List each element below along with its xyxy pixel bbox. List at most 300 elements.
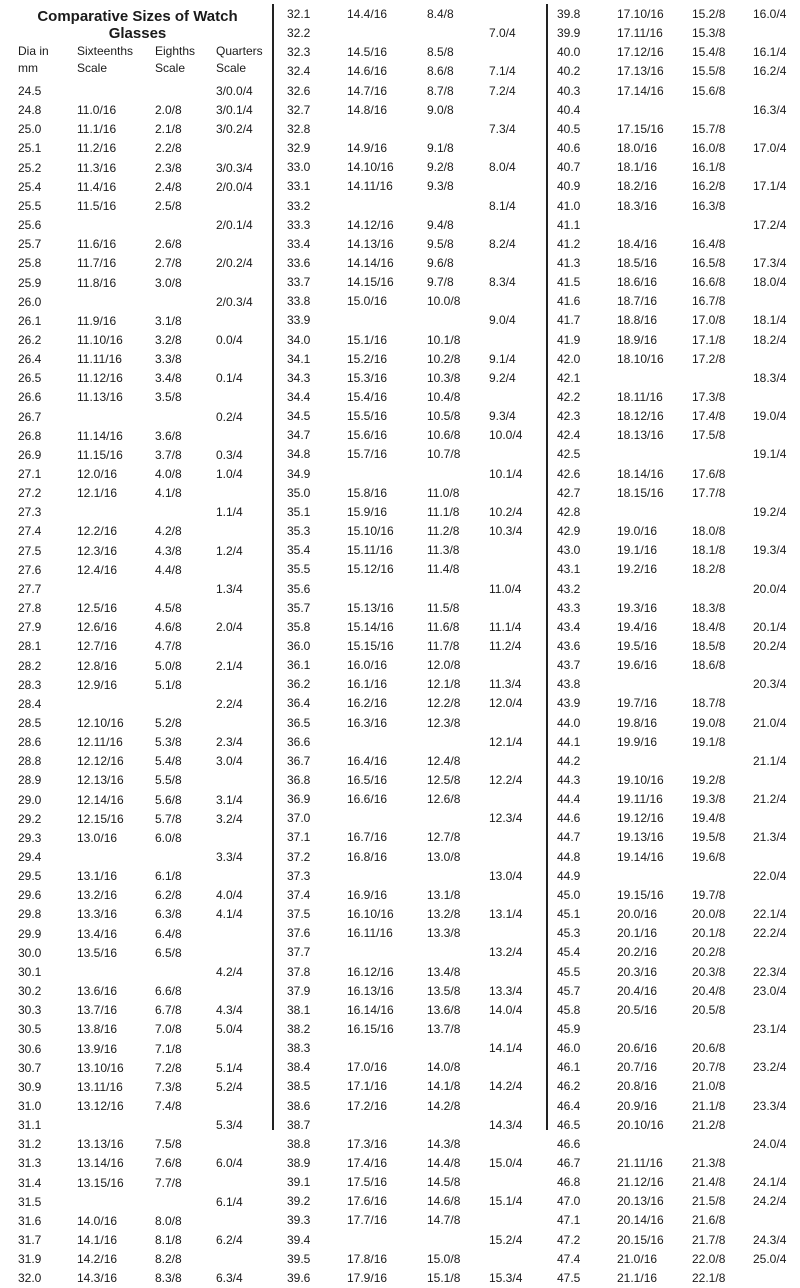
- cell-eighths: 11.1/8: [427, 504, 460, 519]
- table-row: [287, 1211, 537, 1230]
- cell-dia: 37.3: [287, 868, 311, 883]
- cell-dia: 36.1: [287, 658, 311, 673]
- table-row: [557, 82, 800, 101]
- cell-dia: 41.2: [557, 236, 581, 251]
- table-row: [287, 62, 537, 81]
- cell-eighths: 12.5/8: [427, 773, 461, 787]
- cell-eighths: 2.2/8: [155, 141, 182, 156]
- cell-sixteenths: 15.1/16: [347, 332, 388, 347]
- table-row: [557, 790, 800, 809]
- table-row: [287, 790, 537, 809]
- cell-eighths: 21.3/8: [692, 1156, 726, 1170]
- cell-sixteenths: 11.2/16: [77, 141, 117, 156]
- table-row: [287, 465, 537, 484]
- cell-quarters: 5.2/4: [216, 1079, 243, 1094]
- cell-eighths: 7.5/8: [155, 1137, 182, 1152]
- cell-dia: 27.6: [18, 562, 42, 577]
- table-row: [557, 5, 800, 24]
- cell-quarters: 4.3/4: [216, 1003, 243, 1018]
- table-row: [287, 1039, 537, 1058]
- cell-dia: 25.0: [18, 122, 42, 137]
- table-row: [557, 1154, 800, 1173]
- cell-dia: 44.9: [557, 868, 581, 883]
- table-row: [0, 867, 250, 886]
- cell-eighths: 20.5/8: [692, 1002, 726, 1017]
- table-row: [557, 1211, 800, 1230]
- cell-dia: 43.9: [557, 696, 581, 711]
- cell-eighths: 15.4/8: [692, 45, 726, 60]
- cell-quarters: 8.2/4: [489, 236, 516, 251]
- table-column-3: [557, 0, 800, 1285]
- cell-quarters: 21.3/4: [753, 830, 787, 845]
- cell-eighths: 10.1/8: [427, 332, 461, 347]
- cell-quarters: 21.0/4: [753, 715, 787, 730]
- cell-dia: 28.4: [18, 696, 42, 711]
- cell-sixteenths: 15.4/16: [347, 390, 388, 404]
- cell-eighths: 17.0/8: [692, 313, 726, 328]
- cell-quarters: 4.0/4: [216, 888, 243, 903]
- cell-quarters: 0.0/4: [216, 332, 243, 347]
- table-row: [287, 273, 537, 292]
- cell-dia: 38.8: [287, 1136, 311, 1151]
- cell-sixteenths: 13.9/16: [77, 1041, 118, 1056]
- cell-dia: 36.2: [287, 677, 311, 692]
- cell-dia: 45.7: [557, 983, 581, 998]
- cell-eighths: 10.2/8: [427, 351, 461, 366]
- table-row: [0, 1020, 250, 1039]
- cell-eighths: 18.7/8: [692, 696, 726, 711]
- cell-sixteenths: 13.6/16: [77, 984, 118, 999]
- cell-dia: 37.1: [287, 830, 311, 845]
- cell-eighths: 17.4/8: [692, 409, 726, 424]
- cell-eighths: 5.3/8: [155, 735, 182, 750]
- cell-sixteenths: 11.3/16: [77, 160, 117, 175]
- cell-dia: 26.7: [18, 409, 42, 424]
- cell-sixteenths: 14.15/16: [347, 275, 394, 290]
- cell-eighths: 4.4/8: [155, 562, 182, 577]
- cell-eighths: 19.0/8: [692, 715, 726, 730]
- cell-dia: 27.5: [18, 543, 42, 558]
- table-row: [557, 1058, 800, 1077]
- cell-eighths: 16.7/8: [692, 294, 726, 309]
- cell-dia: 25.5: [18, 198, 42, 213]
- cell-dia: 35.1: [287, 504, 311, 519]
- cell-quarters: 3.3/4: [216, 850, 243, 864]
- cell-dia: 35.4: [287, 543, 311, 558]
- cell-quarters: 11.3/4: [489, 677, 522, 692]
- cell-eighths: 10.0/8: [427, 294, 461, 309]
- cell-dia: 40.2: [557, 64, 581, 79]
- cell-sixteenths: 18.7/16: [617, 294, 658, 309]
- cell-eighths: 7.4/8: [155, 1098, 182, 1113]
- cell-eighths: 13.3/8: [427, 926, 461, 941]
- table-row: [0, 1193, 250, 1212]
- table-row: [557, 599, 800, 618]
- cell-dia: 39.6: [287, 1270, 311, 1285]
- cell-quarters: 6.1/4: [216, 1194, 243, 1209]
- cell-eighths: 19.6/8: [692, 849, 726, 864]
- cell-dia: 26.1: [18, 313, 42, 328]
- cell-sixteenths: 16.9/16: [347, 887, 388, 902]
- cell-sixteenths: 13.10/16: [77, 1060, 124, 1075]
- table-row: [0, 963, 250, 982]
- cell-quarters: 16.2/4: [753, 64, 787, 79]
- table-row: [557, 1097, 800, 1116]
- cell-quarters: 12.1/4: [489, 734, 523, 749]
- cell-sixteenths: 15.14/16: [347, 619, 394, 634]
- table-row: [0, 312, 250, 331]
- table-row: [557, 733, 800, 752]
- cell-eighths: 12.6/8: [427, 792, 461, 807]
- cell-sixteenths: 15.3/16: [347, 370, 388, 385]
- cell-dia: 41.0: [557, 198, 581, 213]
- cell-sixteenths: 20.3/16: [617, 964, 658, 979]
- cell-dia: 37.6: [287, 926, 311, 941]
- table-row: [557, 445, 800, 464]
- cell-dia: 30.1: [18, 964, 42, 979]
- cell-sixteenths: 13.7/16: [77, 1003, 118, 1018]
- cell-dia: 46.4: [557, 1098, 581, 1113]
- cell-quarters: 22.3/4: [753, 964, 787, 979]
- cell-quarters: 8.1/4: [489, 198, 516, 213]
- cell-sixteenths: 12.6/16: [77, 620, 118, 635]
- table-row: [287, 1077, 537, 1096]
- cell-dia: 41.1: [557, 217, 581, 232]
- cell-dia: 34.1: [287, 351, 311, 366]
- cell-eighths: 9.6/8: [427, 255, 454, 270]
- table-row: [557, 503, 800, 522]
- cell-dia: 45.0: [557, 887, 581, 902]
- cell-sixteenths: 12.10/16: [77, 715, 124, 730]
- table-row: [557, 139, 800, 158]
- table-row: [0, 1154, 250, 1173]
- cell-quarters: 24.2/4: [753, 1194, 787, 1209]
- table-row: [0, 944, 250, 963]
- cell-sixteenths: 18.9/16: [617, 332, 658, 347]
- table-row: [287, 924, 537, 943]
- table-row: [0, 925, 250, 944]
- cell-eighths: 12.3/8: [427, 715, 461, 730]
- cell-quarters: 9.3/4: [489, 409, 516, 424]
- cell-eighths: 9.3/8: [427, 179, 454, 194]
- cell-eighths: 2.0/8: [155, 103, 182, 118]
- cell-sixteenths: 15.10/16: [347, 524, 394, 539]
- table-row: [0, 542, 250, 561]
- cell-dia: 39.1: [287, 1175, 311, 1190]
- cell-dia: 29.8: [18, 907, 42, 922]
- page-title: Comparative Sizes of Watch Glasses: [37, 8, 238, 42]
- cell-dia: 30.6: [18, 1041, 42, 1056]
- cell-dia: 38.6: [287, 1098, 311, 1113]
- cell-eighths: 12.4/8: [427, 753, 461, 768]
- cell-quarters: 23.1/4: [753, 1021, 787, 1036]
- cell-sixteenths: 18.4/16: [617, 236, 658, 251]
- cell-quarters: 21.2/4: [753, 792, 787, 807]
- table-row: [0, 427, 250, 446]
- table-row: [0, 771, 250, 790]
- cell-eighths: 22.0/8: [692, 1251, 726, 1266]
- cell-dia: 27.3: [18, 505, 42, 520]
- table-row: [557, 350, 800, 369]
- cell-dia: 45.1: [557, 907, 581, 922]
- cell-quarters: 1.3/4: [216, 581, 243, 596]
- cell-eighths: 20.4/8: [692, 983, 726, 998]
- cell-dia: 44.8: [557, 849, 581, 864]
- cell-eighths: 11.5/8: [427, 600, 460, 615]
- cell-sixteenths: 12.13/16: [77, 773, 124, 788]
- cell-dia: 33.1: [287, 179, 311, 194]
- cell-eighths: 19.4/8: [692, 811, 726, 826]
- table-row: [287, 254, 537, 273]
- cell-eighths: 18.1/8: [692, 543, 726, 558]
- cell-dia: 33.6: [287, 255, 311, 270]
- table-row: [287, 177, 537, 196]
- cell-sixteenths: 16.14/16: [347, 1002, 394, 1017]
- cell-dia: 36.5: [287, 715, 311, 730]
- cell-dia: 25.6: [18, 218, 42, 233]
- cell-sixteenths: 18.2/16: [617, 179, 658, 194]
- cell-quarters: 13.1/4: [489, 907, 523, 922]
- cell-quarters: 20.0/4: [753, 581, 787, 596]
- cell-eighths: 5.6/8: [155, 792, 182, 807]
- cell-dia: 32.1: [287, 7, 311, 21]
- cell-sixteenths: 14.9/16: [347, 141, 388, 156]
- cell-eighths: 5.1/8: [155, 677, 182, 692]
- table-row: [557, 848, 800, 867]
- cell-dia: 45.9: [557, 1021, 581, 1036]
- table-row: [557, 886, 800, 905]
- cell-sixteenths: 16.7/16: [347, 830, 388, 845]
- cell-quarters: 13.2/4: [489, 945, 523, 960]
- cell-sixteenths: 14.7/16: [347, 83, 388, 98]
- table-row: [287, 1250, 537, 1269]
- cell-eighths: 14.5/8: [427, 1175, 461, 1190]
- cell-sixteenths: 18.3/16: [617, 198, 658, 213]
- cell-quarters: 4.1/4: [216, 907, 243, 922]
- cell-dia: 30.0: [18, 945, 42, 960]
- cell-eighths: 11.2/8: [427, 524, 460, 539]
- cell-sixteenths: 19.8/16: [617, 715, 658, 730]
- cell-eighths: 9.0/8: [427, 102, 454, 117]
- cell-sixteenths: 11.5/16: [77, 198, 117, 213]
- table-row: [287, 541, 537, 560]
- cell-quarters: 8.3/4: [489, 275, 516, 290]
- cell-dia: 30.2: [18, 984, 42, 999]
- cell-sixteenths: 14.2/16: [77, 1252, 118, 1267]
- cell-eighths: 18.3/8: [692, 600, 726, 615]
- cell-sixteenths: 11.0/16: [77, 103, 117, 118]
- cell-eighths: 14.0/8: [427, 1060, 461, 1075]
- table-column-1: [0, 0, 253, 1286]
- cell-dia: 35.5: [287, 562, 311, 577]
- table-row: [287, 886, 537, 905]
- cell-dia: 29.5: [18, 869, 42, 884]
- cell-dia: 42.4: [557, 428, 581, 443]
- cell-eighths: 3.5/8: [155, 390, 182, 405]
- cell-dia: 40.9: [557, 179, 581, 194]
- cell-dia: 46.5: [557, 1117, 581, 1132]
- cell-eighths: 16.5/8: [692, 255, 726, 270]
- cell-quarters: 16.0/4: [753, 7, 787, 21]
- cell-eighths: 17.3/8: [692, 390, 726, 404]
- table-row: [0, 369, 250, 388]
- cell-dia: 39.8: [557, 7, 581, 21]
- cell-sixteenths: 16.10/16: [347, 907, 394, 922]
- table-row: [287, 943, 537, 962]
- table-row: [287, 369, 537, 388]
- table-row: [557, 177, 800, 196]
- table-row: [557, 1001, 800, 1020]
- cell-sixteenths: 20.2/16: [617, 945, 658, 960]
- cell-eighths: 6.4/8: [155, 926, 182, 941]
- cell-eighths: 11.7/8: [427, 638, 460, 653]
- cell-dia: 25.9: [18, 275, 42, 290]
- cell-quarters: 15.0/4: [489, 1156, 523, 1170]
- cell-dia: 38.1: [287, 1002, 311, 1017]
- table-row: [287, 388, 537, 407]
- table-row: [557, 963, 800, 982]
- cell-sixteenths: 18.1/16: [617, 160, 658, 175]
- cell-sixteenths: 16.1/16: [347, 677, 388, 692]
- cell-sixteenths: 19.4/16: [617, 619, 658, 634]
- table-row: [0, 139, 250, 158]
- cell-sixteenths: 12.11/16: [77, 735, 123, 750]
- cell-sixteenths: 18.5/16: [617, 255, 658, 270]
- cell-quarters: 3/0.3/4: [216, 160, 253, 175]
- cell-quarters: 12.3/4: [489, 811, 523, 826]
- table-row: [287, 599, 537, 618]
- table-row: [287, 484, 537, 503]
- cell-sixteenths: 11.4/16: [77, 179, 117, 194]
- cell-eighths: 5.4/8: [155, 754, 182, 769]
- cell-eighths: 20.6/8: [692, 1041, 726, 1056]
- cell-eighths: 14.4/8: [427, 1156, 461, 1170]
- table-row: [0, 1078, 250, 1097]
- table-row: [0, 1269, 250, 1288]
- table-row: [0, 235, 250, 254]
- cell-sixteenths: 20.8/16: [617, 1079, 658, 1094]
- table-row: [0, 599, 250, 618]
- cell-sixteenths: 17.6/16: [347, 1194, 388, 1209]
- cell-eighths: 3.2/8: [155, 332, 182, 347]
- cell-dia: 40.5: [557, 121, 581, 136]
- cell-quarters: 3/0.2/4: [216, 122, 253, 137]
- cell-eighths: 6.2/8: [155, 888, 182, 903]
- cell-sixteenths: 15.8/16: [347, 485, 388, 500]
- cell-sixteenths: 21.12/16: [617, 1175, 664, 1190]
- table-row: [557, 43, 800, 62]
- table-row: [557, 560, 800, 579]
- cell-eighths: 15.7/8: [692, 121, 726, 136]
- cell-eighths: 9.1/8: [427, 141, 454, 156]
- table-row: [557, 407, 800, 426]
- cell-dia: 31.1: [18, 1118, 42, 1133]
- cell-sixteenths: 17.9/16: [347, 1270, 388, 1285]
- cell-dia: 37.5: [287, 907, 311, 922]
- cell-dia: 33.7: [287, 275, 311, 290]
- table-row: [287, 1192, 537, 1211]
- cell-sixteenths: 18.14/16: [617, 466, 664, 481]
- cell-dia: 31.3: [18, 1156, 42, 1171]
- cell-eighths: 21.1/8: [692, 1098, 726, 1113]
- cell-sixteenths: 15.7/16: [347, 447, 388, 462]
- cell-dia: 34.9: [287, 466, 311, 481]
- table-row: [0, 503, 250, 522]
- cell-quarters: 25.0/4: [753, 1251, 787, 1266]
- cell-sixteenths: 16.4/16: [347, 753, 388, 768]
- cell-quarters: 10.2/4: [489, 504, 523, 519]
- table-row: [287, 120, 537, 139]
- cell-eighths: 9.7/8: [427, 275, 454, 290]
- cell-sixteenths: 15.5/16: [347, 409, 388, 424]
- table-row: [0, 274, 250, 293]
- cell-eighths: 5.0/8: [155, 658, 182, 673]
- cell-eighths: 8.4/8: [427, 7, 454, 21]
- cell-dia: 38.3: [287, 1041, 311, 1056]
- table-row: [557, 1077, 800, 1096]
- table-row: [287, 197, 537, 216]
- table-row: [0, 484, 250, 503]
- cell-dia: 39.3: [287, 1213, 311, 1228]
- cell-sixteenths: 16.12/16: [347, 964, 394, 979]
- cell-dia: 47.4: [557, 1251, 581, 1266]
- cell-sixteenths: 18.13/16: [617, 428, 664, 443]
- cell-quarters: 12.2/4: [489, 773, 523, 787]
- table-row: [557, 905, 800, 924]
- cell-eighths: 13.6/8: [427, 1002, 461, 1017]
- cell-eighths: 3.0/8: [155, 275, 182, 290]
- table-row: [287, 656, 537, 675]
- cell-sixteenths: 20.4/16: [617, 983, 658, 998]
- cell-eighths: 4.5/8: [155, 601, 182, 616]
- table-row: [287, 1269, 537, 1288]
- cell-dia: 29.6: [18, 888, 42, 903]
- table-row: [287, 828, 537, 847]
- table-row: [287, 733, 537, 752]
- cell-eighths: 5.7/8: [155, 811, 182, 826]
- cell-dia: 33.9: [287, 313, 311, 328]
- table-row: [287, 158, 537, 177]
- cell-sixteenths: 19.9/16: [617, 734, 658, 749]
- cell-eighths: 15.0/8: [427, 1251, 461, 1266]
- cell-sixteenths: 11.12/16: [77, 371, 123, 386]
- cell-dia: 29.2: [18, 811, 42, 826]
- cell-sixteenths: 13.12/16: [77, 1098, 124, 1113]
- cell-eighths: 21.5/8: [692, 1194, 726, 1209]
- table-row: [557, 1269, 800, 1288]
- cell-dia: 33.2: [287, 198, 311, 213]
- header-line: Sixteenths: [77, 44, 134, 58]
- cell-eighths: 10.6/8: [427, 428, 461, 443]
- table-row: [0, 293, 253, 312]
- cell-quarters: 10.0/4: [489, 428, 523, 443]
- table-row: [287, 580, 537, 599]
- cell-eighths: 9.5/8: [427, 236, 454, 251]
- cell-eighths: 8.0/8: [155, 1213, 182, 1228]
- cell-sixteenths: 17.7/16: [347, 1213, 388, 1228]
- cell-sixteenths: 14.5/16: [347, 45, 388, 60]
- cell-quarters: 6.0/4: [216, 1156, 243, 1171]
- table-row: [0, 1097, 250, 1116]
- cell-eighths: 17.1/8: [692, 332, 726, 347]
- cell-eighths: 18.4/8: [692, 619, 726, 634]
- cell-eighths: 8.3/8: [155, 1271, 182, 1286]
- cell-eighths: 13.2/8: [427, 907, 461, 922]
- table-row: [557, 809, 800, 828]
- cell-sixteenths: 13.1/16: [77, 869, 118, 884]
- table-row: [287, 867, 537, 886]
- cell-sixteenths: 12.2/16: [77, 524, 118, 539]
